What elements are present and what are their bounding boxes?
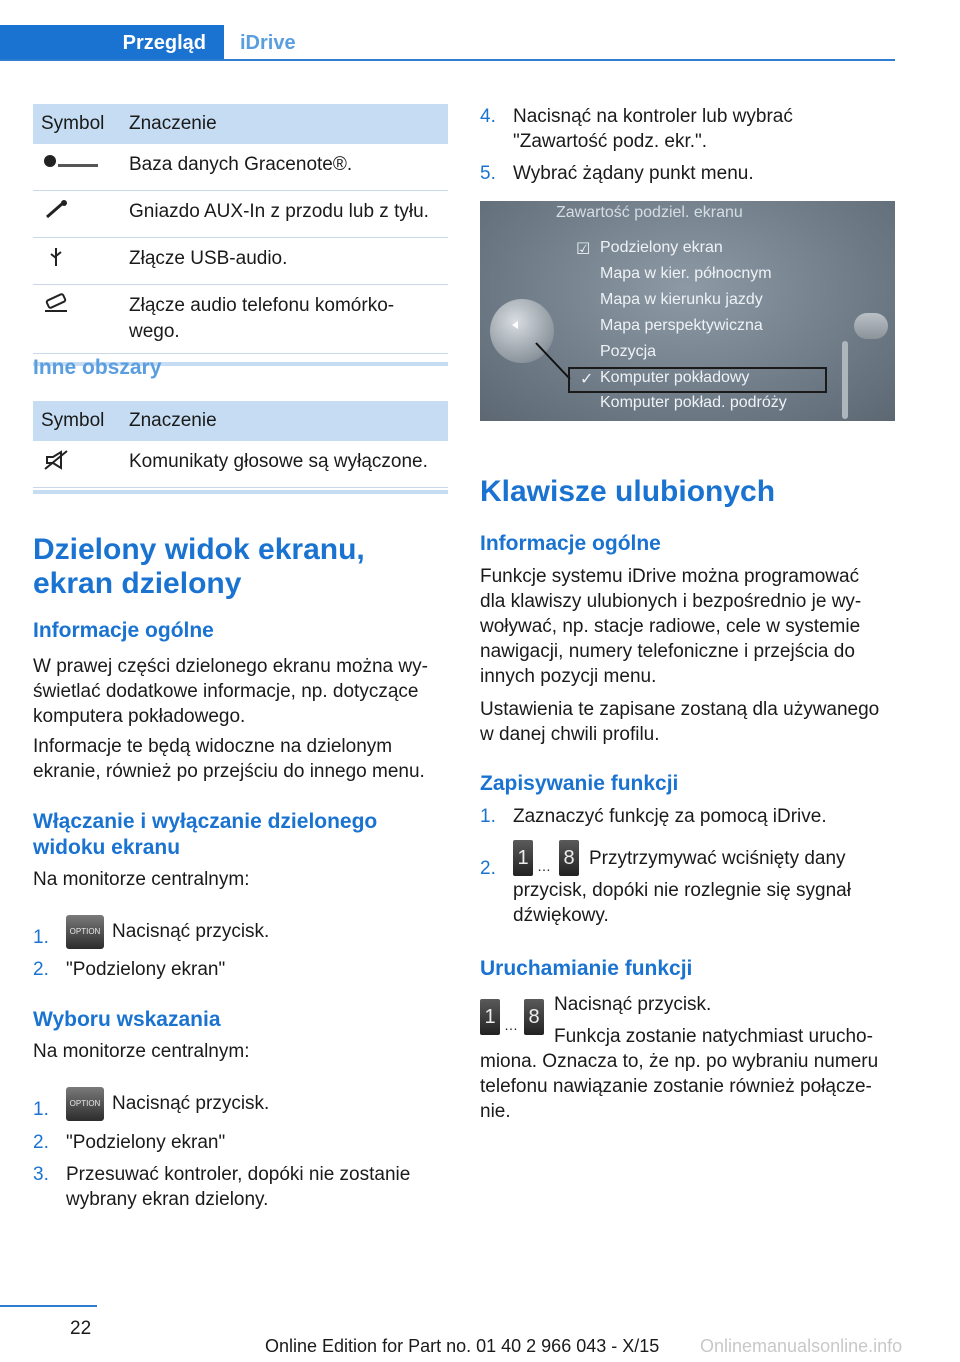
tab-idrive[interactable]: iDrive <box>240 32 296 54</box>
text-line: Funkcje systemu iDrive można programować <box>480 566 860 587</box>
text-line: miona. Oznacza to, że np. po wybraniu numeru <box>480 1051 879 1072</box>
list-item <box>480 104 895 158</box>
idrive-screen-image <box>480 201 895 421</box>
checkbox-icon: ☑ <box>576 241 591 258</box>
key-dots: … <box>504 1017 518 1033</box>
footer-divider <box>0 1305 97 1307</box>
list-text: Nacisnąć na kontroler lub wybrać <box>513 106 793 127</box>
screen-menu-item: Pozycja <box>600 343 657 360</box>
table-header-symbol: Symbol <box>33 401 121 441</box>
list-number: 2. <box>33 1132 49 1153</box>
key-8: 8 <box>524 999 544 1035</box>
list-text: Nacisnąć przycisk. <box>112 921 270 943</box>
section-heading-other: Inne obszary <box>33 356 162 379</box>
list-number: 1. <box>33 927 49 948</box>
screen-menu-item: Mapa w kier. północnym <box>600 265 772 282</box>
table-header <box>33 401 448 441</box>
list-text: Przesuwać kontroler, dopóki nie zostanie <box>66 1164 411 1185</box>
list-item <box>33 1162 448 1216</box>
list-text: przycisk, dopóki nie rozlegnie się sygnał <box>513 880 851 901</box>
favorite-keys-icon <box>513 840 583 878</box>
paragraph-general-2 <box>33 734 425 784</box>
screen-menu-item: Komputer pokładowy <box>600 369 750 386</box>
title-line: Dzielony widok ekranu, <box>33 533 365 566</box>
table-row <box>33 441 448 488</box>
list-number: 3. <box>33 1164 49 1185</box>
table-cell-text: Gniazdo AUX-In z przodu lub z tyłu. <box>121 191 448 238</box>
key-dots: … <box>537 858 551 874</box>
header-divider <box>0 59 895 61</box>
list-text: wybrany ekran dzielony. <box>66 1189 269 1210</box>
table-header-meaning: Znaczenie <box>121 104 448 144</box>
screen-menu-item: Komputer pokład. podróży <box>600 394 787 411</box>
heading-onoff <box>33 809 377 861</box>
text-line: świetlać dodatkowe informacje, np. dotyczące <box>33 681 419 702</box>
option-button-icon: OPTION <box>66 1087 104 1121</box>
run-paragraph <box>480 1024 895 1124</box>
text-line: komputera pokładowego. <box>33 706 246 727</box>
page-number: 22 <box>70 1318 92 1339</box>
table-end-bar <box>33 490 448 494</box>
text-line: telefonu nawiązanie zostanie również połącze- <box>480 1076 872 1097</box>
heading-line: Włączanie i wyłączanie dzielonego <box>33 810 378 833</box>
list-number: 1. <box>33 1099 49 1120</box>
section-title-split <box>33 533 365 601</box>
text-line: woływać, np. stacje radiowe, cele w systemie <box>480 616 861 637</box>
text-line: Funkcja zostanie natychmiast urucho- <box>554 1026 873 1047</box>
aux-plug-icon <box>33 191 121 238</box>
table-header-meaning: Znaczenie <box>121 401 448 441</box>
list-item <box>480 161 895 189</box>
list-number: 4. <box>480 106 496 127</box>
option-button-icon: OPTION <box>66 915 104 949</box>
table-row <box>33 144 448 191</box>
list-item <box>480 847 895 936</box>
text-line: Ustawienia te zapisane zostaną dla używanego <box>480 699 880 720</box>
text-line: ekranie, również po przejściu do innego menu. <box>33 761 425 782</box>
text-line: innych pozycji menu. <box>480 666 657 687</box>
tab-przeglad[interactable]: Przegląd <box>0 25 224 61</box>
list-item <box>33 1130 448 1158</box>
list-text: "Zawartość podz. ekr.". <box>513 131 708 152</box>
list-text: Nacisnąć przycisk. <box>112 1093 270 1115</box>
list-item <box>480 804 895 832</box>
title-line: ekran dzielony <box>33 567 242 600</box>
section-title-favorites: Klawisze ulubionych <box>480 475 776 508</box>
edition-text: Online Edition for Part no. 01 40 2 966 043 - X/15 <box>265 1336 660 1356</box>
paragraph-general-1 <box>33 654 428 729</box>
list-text: dźwiękowy. <box>513 905 609 926</box>
screen-title: Zawartość podziel. ekranu <box>556 204 743 221</box>
scrollbar <box>842 341 848 419</box>
text-line: nawigacji, numery telefoniczne i przejścia do <box>480 641 855 662</box>
table-cell-text: Komunikaty głosowe są wyłączone. <box>121 441 448 488</box>
list-text: Zaznaczyć funkcję za pomocą iDrive. <box>513 806 827 827</box>
table-cell-text: Złącze audio telefonu komórko- wego. <box>129 295 395 342</box>
side-button-icon <box>854 313 888 339</box>
watermark: Onlinemanualsonline.info <box>700 1336 903 1356</box>
list-item <box>33 921 448 955</box>
key-1: 1 <box>480 999 500 1035</box>
table-row <box>33 285 448 354</box>
text-line: nie. <box>480 1101 511 1122</box>
list-text: Wybrać żądany punkt menu. <box>513 163 754 184</box>
paragraph-fav-2 <box>480 697 879 747</box>
run-text-1: Nacisnąć przycisk. <box>554 994 712 1015</box>
select-monitor-text: Na monitorze centralnym: <box>33 1041 250 1062</box>
text-line: w danej chwili profilu. <box>480 724 660 745</box>
on-monitor-text: Na monitorze centralnym: <box>33 869 250 890</box>
table-row <box>33 191 448 238</box>
usb-icon <box>33 238 121 285</box>
list-item <box>33 957 448 985</box>
phone-audio-icon <box>33 285 121 354</box>
list-number: 5. <box>480 163 496 184</box>
list-text: "Podzielony ekran" <box>66 1132 226 1153</box>
list-text: "Podzielony ekran" <box>66 959 226 980</box>
table-header <box>33 104 448 144</box>
heading-general: Informacje ogólne <box>33 619 214 642</box>
text-line: Informacje te będą widoczne na dzielonym <box>33 736 393 757</box>
table-row <box>33 238 448 285</box>
key-1: 1 <box>513 840 533 876</box>
heading-select: Wyboru wskazania <box>33 1008 221 1031</box>
screen-menu-item: Mapa w kierunku jazdy <box>600 291 763 308</box>
symbol-table-1 <box>33 104 448 366</box>
gracenote-icon <box>33 144 121 191</box>
list-number: 2. <box>33 959 49 980</box>
table-cell-text: Złącze USB-audio. <box>121 238 448 285</box>
list-number: 1. <box>480 806 496 827</box>
heading-general-fav: Informacje ogólne <box>480 532 661 555</box>
text-line: dla klawiszy ulubionych i bezpośrednio je wy- <box>480 591 862 612</box>
symbol-table-2 <box>33 401 448 494</box>
heading-line: widoku ekranu <box>33 836 181 859</box>
list-item <box>33 1093 448 1127</box>
voice-muted-icon <box>33 441 121 488</box>
table-header-symbol: Symbol <box>33 104 121 144</box>
screen-menu-item: Podzielony ekran <box>600 239 723 256</box>
heading-run: Uruchamianie funkcji <box>480 957 693 980</box>
text-line: W prawej części dzielonego ekranu można wy- <box>33 656 428 677</box>
screen-menu-item: Mapa perspektywiczna <box>600 317 763 334</box>
paragraph-fav-1 <box>480 564 861 689</box>
key-8: 8 <box>559 840 579 876</box>
checkmark-icon: ✓ <box>580 371 594 388</box>
table-cell-text: Baza danych Gracenote®. <box>121 144 448 191</box>
list-text: Przytrzymywać wciśnięty dany <box>589 848 846 870</box>
list-number: 2. <box>480 858 496 879</box>
heading-save: Zapisywanie funkcji <box>480 772 679 795</box>
header-tabs <box>0 25 895 61</box>
